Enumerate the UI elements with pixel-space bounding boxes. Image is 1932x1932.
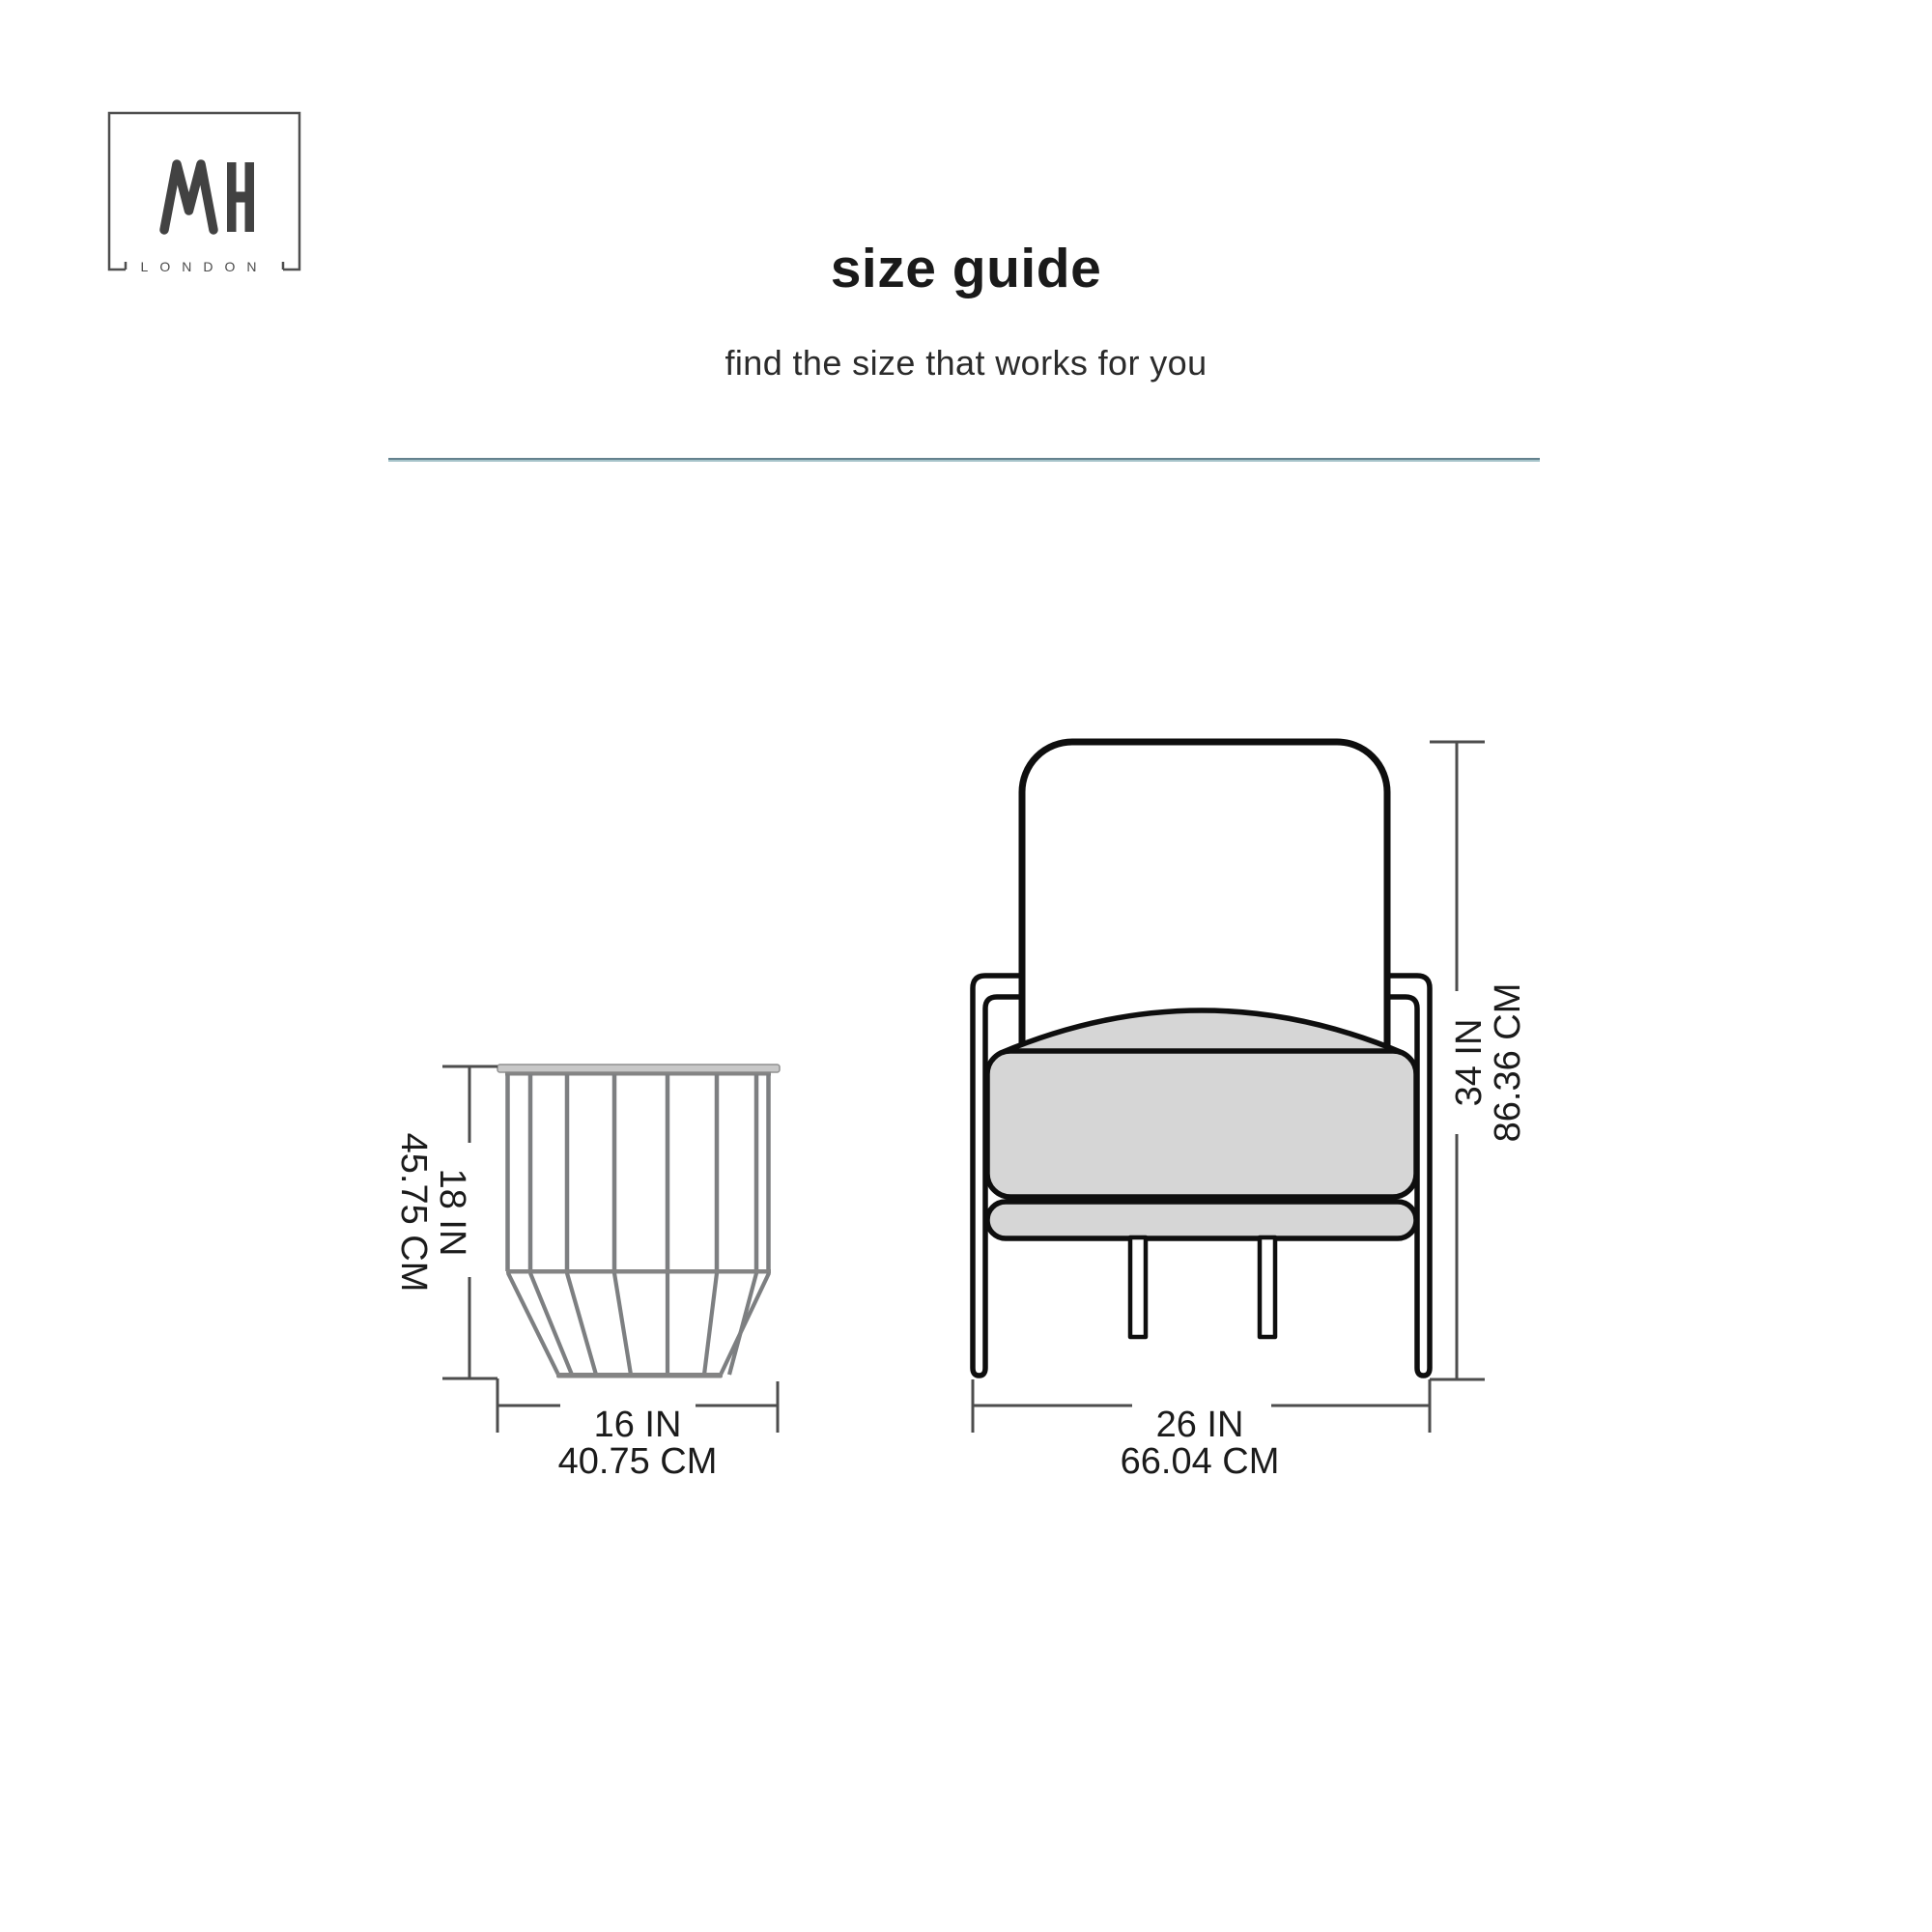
table-width-cm: 40.75 CM [557, 1441, 718, 1482]
table-taper-wires [508, 1273, 769, 1375]
chair-height-cm: 86.36 CM [1488, 982, 1528, 1143]
header-divider [388, 458, 1540, 462]
table-mid-rim [506, 1269, 771, 1274]
chair-width-inches: 26 IN [1155, 1405, 1244, 1445]
logo-monogram [164, 162, 254, 232]
chair-width-cm: 66.04 CM [1120, 1441, 1280, 1482]
logo-wordmark: LONDON [140, 259, 269, 271]
table-width-inches: 16 IN [593, 1405, 682, 1445]
logo-h-glyph [227, 162, 254, 232]
chair-front-leg-left [1130, 1237, 1146, 1337]
chair-lower-rail [987, 1202, 1416, 1238]
side-table-drawing [497, 1065, 780, 1378]
table-top [497, 1065, 780, 1072]
table-width-label [558, 1405, 718, 1482]
table-upper-rim [505, 1072, 771, 1076]
chair-seat-cushion [987, 1051, 1416, 1197]
table-height-inches: 18 IN [432, 1168, 472, 1257]
chair-height-label [1449, 983, 1528, 1143]
side-table-diagram [386, 1053, 840, 1488]
table-height-label [393, 1133, 472, 1293]
page-title: size guide [830, 238, 1102, 299]
chair-width-label [1121, 1405, 1280, 1482]
logo-m-glyph [164, 164, 213, 230]
table-cage-wires [508, 1074, 769, 1271]
chair-front-leg-right [1260, 1237, 1275, 1337]
table-base [556, 1373, 723, 1378]
armchair-drawing [973, 742, 1430, 1376]
chair-height-inches: 34 IN [1449, 1018, 1490, 1107]
armchair-diagram [918, 715, 1546, 1488]
table-height-cm: 45.75 CM [393, 1132, 434, 1293]
page-subtitle: find the size that works for you [724, 343, 1208, 383]
